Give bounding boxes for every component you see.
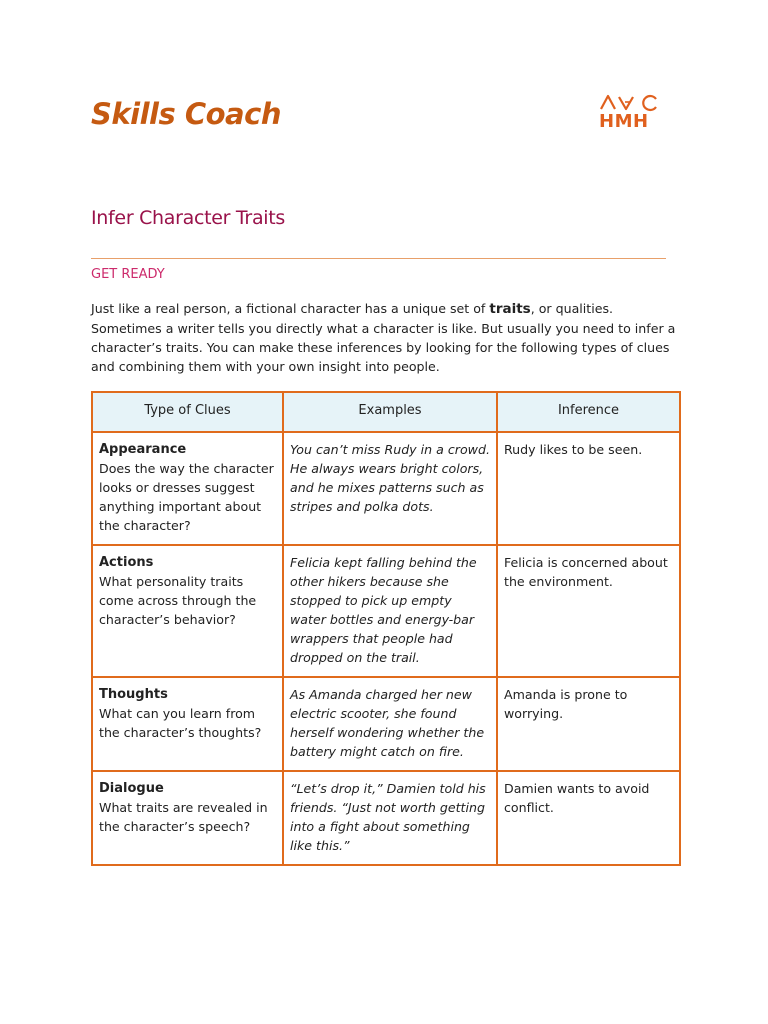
- clue-question: What can you learn from the character’s thoughts?: [99, 706, 262, 740]
- clue-title: Dialogue: [99, 781, 164, 796]
- hmh-logo: [599, 93, 659, 135]
- clue-question: What personality traits come across through the character’s behavior?: [99, 574, 257, 627]
- clue-title: Appearance: [99, 442, 187, 457]
- intro-text-end: , or qualities. Sometimes a writer tells you directly what a character is like. But usually you need to infer a character’s traits. You can make these inferences by looking for the following types of clues and combining them with your own insight into people.: [91, 301, 676, 374]
- table-row: [92, 771, 680, 865]
- inference-cell: Damien wants to avoid conflict.: [497, 771, 680, 865]
- clue-cell: [92, 545, 283, 677]
- logo-wordmark: HMH: [599, 111, 649, 132]
- clue-cell: [92, 432, 283, 545]
- inference-cell: Rudy likes to be seen.: [497, 432, 680, 545]
- column-header-inference: Inference: [497, 392, 680, 432]
- logo-mark-icon: [599, 93, 659, 113]
- clue-question: What traits are revealed in the character’s speech?: [99, 800, 268, 834]
- example-cell: You can’t miss Rudy in a crowd. He always wears bright colors, and he mixes patterns such as stripes and polka dots.: [283, 432, 497, 545]
- clue-cell: [92, 771, 283, 865]
- table-row: [92, 432, 680, 545]
- intro-paragraph: [91, 299, 681, 376]
- brand-title: Skills Coach: [91, 97, 281, 131]
- intro-bold-term: traits: [489, 301, 531, 317]
- clue-title: Actions: [99, 555, 154, 570]
- clue-title: Thoughts: [99, 687, 168, 702]
- inference-cell: Felicia is concerned about the environment.: [497, 545, 680, 677]
- example-cell: As Amanda charged her new electric scooter, she found herself wondering whether the battery might catch on fire.: [283, 677, 497, 771]
- example-cell: “Let’s drop it,” Damien told his friends. “Just not worth getting into a fight about something like this.”: [283, 771, 497, 865]
- column-header-examples: Examples: [283, 392, 497, 432]
- example-cell: Felicia kept falling behind the other hikers because she stopped to pick up empty water bottles and energy-bar wrappers that people had dropped on the trail.: [283, 545, 497, 677]
- clue-question: Does the way the character looks or dresses suggest anything important about the character?: [99, 461, 274, 533]
- intro-text-start: Just like a real person, a fictional character has a unique set of: [91, 301, 490, 316]
- divider: [91, 258, 666, 259]
- table-header-row: [92, 392, 680, 432]
- column-header-type: Type of Clues: [92, 392, 283, 432]
- page-title: Infer Character Traits: [91, 207, 286, 229]
- table-row: [92, 545, 680, 677]
- inference-cell: Amanda is prone to worrying.: [497, 677, 680, 771]
- table-row: [92, 677, 680, 771]
- section-label: GET READY: [91, 267, 165, 282]
- clues-table: [91, 391, 681, 866]
- clue-cell: [92, 677, 283, 771]
